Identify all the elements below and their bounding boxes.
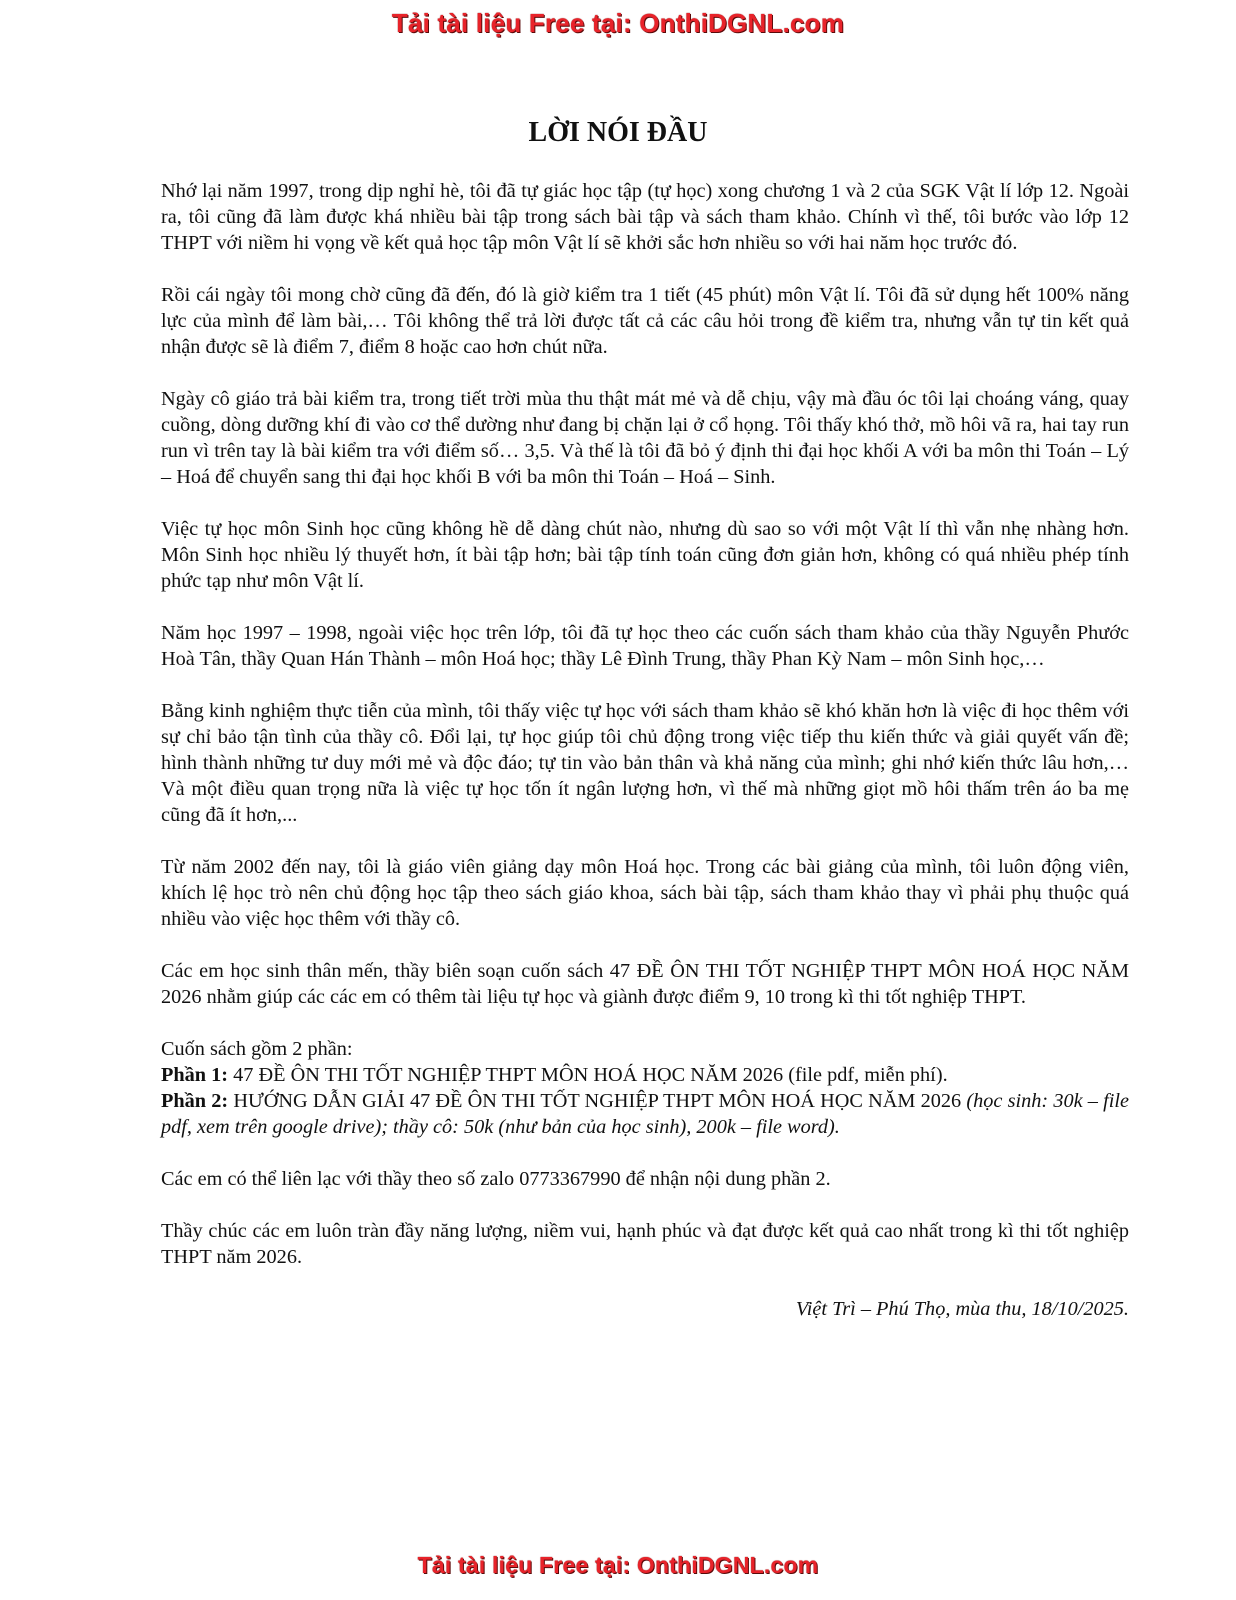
paragraph-2: Rồi cái ngày tôi mong chờ cũng đã đến, đó là giờ kiểm tra 1 tiết (45 phút) môn Vật lí. Tôi đã sử dụng hết 100% năng lực của mình để làm bài,… Tôi không thể trả lời được tất cả các câu hỏi trong đề kiểm tra, nhưng vẫn tự tin kết quả nhận được sẽ là điểm 7, điểm 8 hoặc cao hơn chút nữa. xyxy=(161,284,1129,358)
paragraph-8: Các em học sinh thân mến, thầy biên soạn cuốn sách 47 ĐỀ ÔN THI TỐT NGHIỆP THPT MÔN HOÁ HỌC NĂM 2026 nhằm giúp các các em có thêm tài liệu tự học và giành được điểm 9, 10 trong kì thi tốt nghiệp THPT. xyxy=(161,960,1129,1008)
paragraph-1: Nhớ lại năm 1997, trong dịp nghỉ hè, tôi đã tự giác học tập (tự học) xong chương 1 và 2 của SGK Vật lí lớp 12. Ngoài ra, tôi cũng đã làm được khá nhiều bài tập trong sách bài tập và sách tham khảo. Chính vì thế, tôi bước vào lớp 12 THPT với niềm hi vọng về kết quả học tập môn Vật lí sẽ khởi sắc hơn nhiều so với hai năm học trước đó. xyxy=(161,180,1129,254)
part1-label: Phần 1: xyxy=(161,1064,229,1086)
part2-note: (học sinh: 30k – file pdf, xem trên google drive); thầy cô: 50k (như bản của học sinh), 200k – file word). xyxy=(161,1090,1129,1138)
paragraph-7: Từ năm 2002 đến nay, tôi là giáo viên giảng dạy môn Hoá học. Trong các bài giảng của mình, tôi luôn động viên, khích lệ học trò nên chủ động học tập theo sách giáo khoa, sách bài tập, sách tham khảo thay vì phải phụ thuộc quá nhiều vào việc học thêm với thầy cô. xyxy=(161,856,1129,930)
watermark-bottom[interactable]: Tải tài liệu Free tại: OnthiDGNL.com xyxy=(417,1552,819,1578)
page-title: LỜI NÓI ĐẦU xyxy=(528,117,708,148)
paragraph-6: Bằng kinh nghiệm thực tiễn của mình, tôi thấy việc tự học với sách tham khảo sẽ khó khăn hơn là việc đi học thêm với sự chỉ bảo tận tình của thầy cô. Đổi lại, tự học giúp tôi chủ động trong việc tiếp thu kiến thức và giải quyết vấn đề; hình thành những tư duy mới mẻ và độc đáo; tự tin vào bản thân và khả năng của mình; ghi nhớ kiến thức lâu hơn,… Và một điều quan trọng nữa là việc tự học tốn ít ngân lượng hơn, vì thế mà những giọt mồ hôi thấm trên áo ba mẹ cũng đã ít hơn,... xyxy=(161,700,1129,826)
part1-text: 47 ĐỀ ÔN THI TỐT NGHIỆP THPT MÔN HOÁ HỌC NĂM 2026 (file pdf, miễn phí). xyxy=(228,1064,948,1086)
contact-paragraph: Các em có thể liên lạc với thầy theo số zalo 0773367990 để nhận nội dung phần 2. xyxy=(161,1168,831,1190)
wishes-paragraph: Thầy chúc các em luôn tràn đầy năng lượng, niềm vui, hạnh phúc và đạt được kết quả cao nhất trong kì thi tốt nghiệp THPT năm 2026. xyxy=(161,1220,1129,1268)
book-parts-intro: Cuốn sách gồm 2 phần: xyxy=(161,1038,353,1060)
paragraph-4: Việc tự học môn Sinh học cũng không hề dễ dàng chút nào, nhưng dù sao so với một Vật lí thì vẫn nhẹ nhàng hơn. Môn Sinh học nhiều lý thuyết hơn, ít bài tập hơn; bài tập tính toán cũng đơn giản hơn, không có quá nhiều phép tính phức tạp như môn Vật lí. xyxy=(161,518,1129,592)
book-parts xyxy=(161,1036,1129,1140)
document-body xyxy=(161,178,1129,1322)
signature: Việt Trì – Phú Thọ, mùa thu, 18/10/2025. xyxy=(795,1298,1129,1320)
paragraph-3: Ngày cô giáo trả bài kiểm tra, trong tiết trời mùa thu thật mát mẻ và dễ chịu, vậy mà đầu óc tôi lại choáng váng, quay cuồng, dòng dưỡng khí đi vào cơ thể dường như đang bị chặn lại ở cổ họng. Tôi thấy khó thở, mồ hôi vã ra, hai tay run run vì trên tay là bài kiểm tra với điểm số… 3,5. Và thế là tôi đã bỏ ý định thi đại học khối A với ba môn thi Toán – Lý – Hoá để chuyển sang thi đại học khối B với ba môn thi Toán – Hoá – Sinh. xyxy=(161,388,1129,488)
part2-label: Phần 2: xyxy=(161,1090,229,1112)
part2-text: HƯỚNG DẪN GIẢI 47 ĐỀ ÔN THI TỐT NGHIỆP THPT MÔN HOÁ HỌC NĂM 2026 xyxy=(228,1090,967,1112)
watermark-top[interactable]: Tải tài liệu Free tại: OnthiDGNL.com xyxy=(391,8,845,38)
paragraph-5: Năm học 1997 – 1998, ngoài việc học trên lớp, tôi đã tự học theo các cuốn sách tham khảo của thầy Nguyễn Phước Hoà Tân, thầy Quan Hán Thành – môn Hoá học; thầy Lê Đình Trung, thầy Phan Kỳ Nam – môn Sinh học,… xyxy=(161,622,1129,670)
